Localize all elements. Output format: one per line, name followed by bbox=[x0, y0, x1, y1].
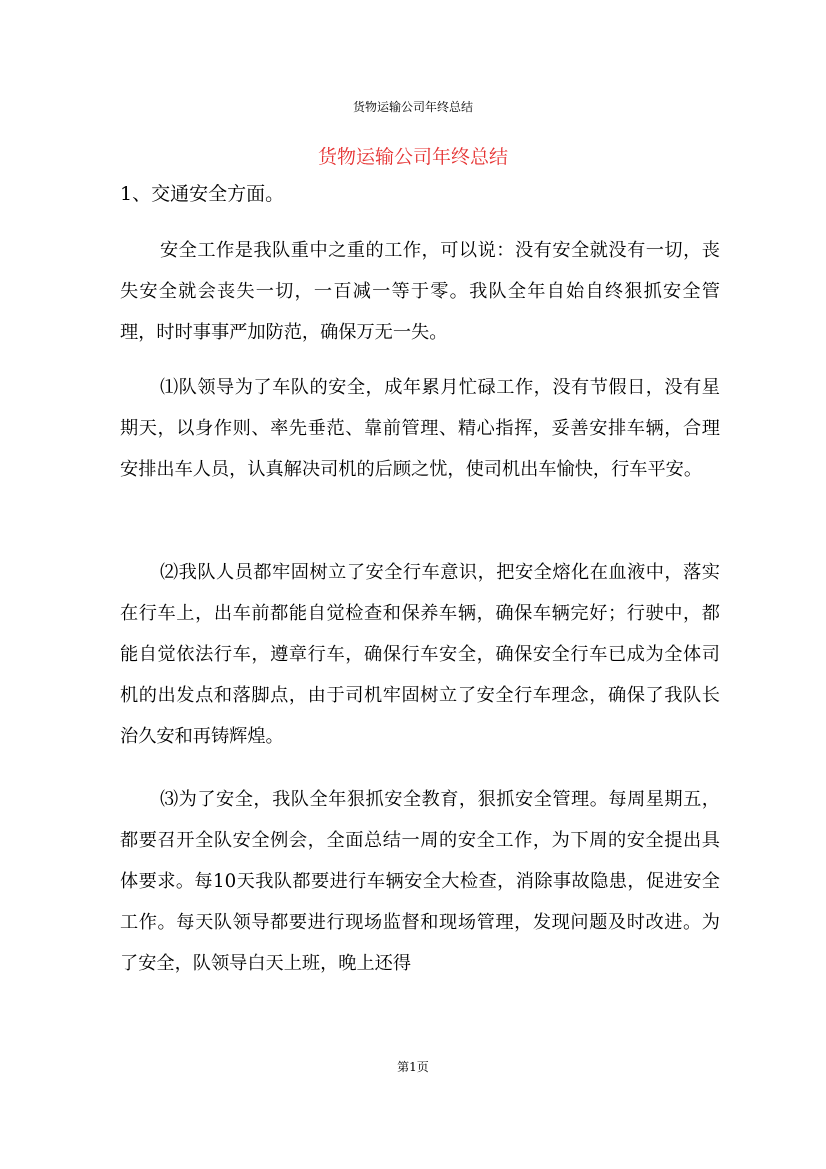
document-title: 货物运输公司年终总结 bbox=[317, 146, 508, 168]
body-paragraph: 安全工作是我队重中之重的工作，可以说：没有安全就没有一切，丧失安全就会丧失一切，一百减一等于零。我队全年自始自终狠抓安全管理，时时事事严加防范，确保万无一失。 bbox=[120, 240, 720, 343]
section-heading: 1、交通安全方面。 bbox=[120, 183, 285, 205]
body-paragraph: ⑴队领导为了车队的安全，成年累月忙碌工作，没有节假日，没有星期天，以身作则、率先垂范、靠前管理、精心指挥，妥善安排车辆，合理安排出车人员，认真解决司机的后顾之忧，使司机出车愉快，行车平安。 bbox=[120, 377, 720, 480]
body-paragraph: ⑶为了安全，我队全年狠抓安全教育，狠抓安全管理。每周星期五，都要召开全队安全例会，全面总结一周的安全工作，为下周的安全提出具体要求。每10天我队都要进行车辆安全大检查，消除事故隐患，促进安全工作。每天队领导都要进行现场监督和现场管理，发现问题及时改进。为了安全，队领导白天上班，晚上还得 bbox=[120, 789, 720, 974]
running-header: 货物运输公司年终总结 bbox=[352, 100, 473, 114]
body-paragraph: ⑵我队人员都牢固树立了安全行车意识，把安全熔化在血液中，落实在行车上，出车前都能自觉检查和保养车辆，确保车辆完好；行驶中，都能自觉依法行车，遵章行车，确保行车安全，确保安全行车已成为全体司机的出发点和落脚点，由于司机牢固树立了安全行车理念，确保了我队长治久安和再铸辉煌。 bbox=[120, 562, 720, 747]
page-number: 第1页 bbox=[397, 1060, 429, 1074]
